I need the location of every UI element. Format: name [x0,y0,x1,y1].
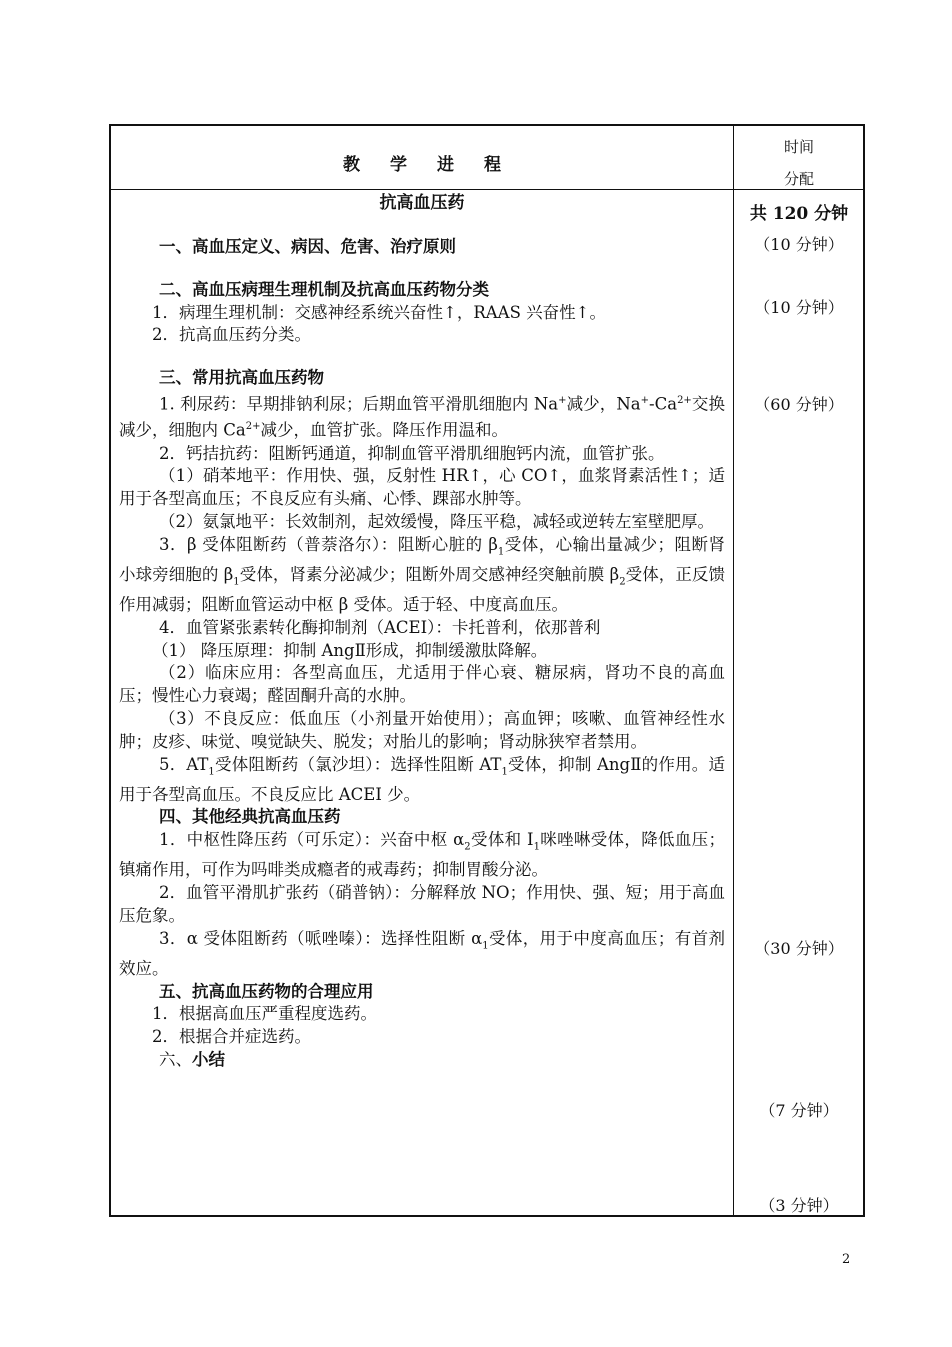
section-5-item-1: 1．根据高血压严重程度选药。 [152,1004,377,1024]
header-time-line2: 分配 [783,170,814,188]
section-3-heading: 三、常用抗高血压药物 [159,368,324,388]
section-4-vasodilator: 2．血管平滑肌扩张药（硝普钠）：分解释放 NO；作用快、强、短；用于高血压危象。 [119,883,725,925]
time-section-3: （60 分钟） [754,395,844,414]
section-3-at1-blockers: 5．$AT_1$受体阻断药（氯沙坦）：选择性阻断 $AT_1$受体，抑制 AngⅡ的作用。适用于各型高血压。不良反应比 ACEI 少。 [119,754,725,804]
page-number: 2 [842,1252,851,1267]
section-3-acei-clinical-use: （2）临床应用：各型高血压，尤适用于伴心衰、糖尿病，肾功不良的高血压；慢性心力衰竭；醛固酮升高的水肿。 [119,663,725,706]
section-3-nifedipine: （1）硝苯地平：作用快、强，反射性 HR↑，心 CO↑，血浆肾素活性↑；适用于各型高血压；不良反应有头痛、心悸、踝部水肿等。 [119,466,725,509]
section-5-heading: 五、抗高血压药物的合理应用 [159,981,374,1001]
section-3-beta-blockers: 3．β 受体阻断药（普萘洛尔）：阻断心脏的 $\beta_1$受体，心输出量减少；阻断肾小球旁细胞的 $\beta_1$受体，肾素分泌减少；阻断外周交感神经突触前膜 $\beta_2$受体，正反馈作用减弱；阻断血管运动中枢 β 受体。适于轻、中度高血压。 [119,534,725,614]
time-section-6: （3 分钟） [759,1196,839,1215]
section-6-heading: 六、小结 [159,1049,225,1069]
column-divider [733,124,734,1217]
time-section-1: （10 分钟） [754,235,844,254]
content-column [119,191,725,1072]
section-3-acei: 4．血管紧张素转化酶抑制剂（ACEI）：卡托普利，依那普利 [159,617,601,637]
header-teaching-process: 教学进程 [343,155,531,175]
time-total: 共 120 分钟 [749,204,849,224]
section-2-item-2: 2．抗高血压药分类。 [152,325,311,345]
section-5-item-2: 2．根据合并症选药。 [152,1027,311,1047]
header-divider [109,189,865,190]
time-section-4: （30 分钟） [754,939,844,958]
section-1-heading: 一、高血压定义、病因、危害、治疗原则 [159,237,456,256]
section-4-heading: 四、其他经典抗高血压药 [159,807,341,827]
section-3-amlodipine: （2）氨氯地平：长效制剂，起效缓慢，降压平稳，减轻或逆转左室壁肥厚。 [159,511,714,531]
section-3-calcium-antagonists: 2．钙拮抗药：阻断钙通道，抑制血管平滑肌细胞钙内流，血管扩张。 [159,443,665,463]
time-section-2: （10 分钟） [754,298,844,317]
section-4-alpha-blocker: 3．α 受体阻断药（哌唑嗪）：选择性阻断 $\alpha_1$受体，用于中度高血压；有首剂效应。 [119,928,726,978]
section-3-acei-mechanism: （1） 降压原理：抑制 AngⅡ形成，抑制缓激肽降解。 [152,640,548,660]
time-section-5: （7 分钟） [759,1101,839,1120]
section-4-central: 1．中枢性降压药（可乐定）：兴奋中枢 $\alpha_2$受体和 $I_1$咪唑啉受体，降低血压；镇痛作用，可作为吗啡类成瘾者的戒毒药；抑制胃酸分泌。 [119,830,726,880]
section-2-item-1: 1．病理生理机制：交感神经系统兴奋性↑，RAAS 兴奋性↑。 [152,302,606,322]
section-3-acei-adverse-effects: （3）不良反应：低血压（小剂量开始使用）；高血钾；咳嗽、血管神经性水肿；皮疹、味觉、嗅觉缺失、脱发；对胎儿的影响；肾动脉狭窄者禁用。 [119,708,725,751]
section-2-heading: 二、高血压病理生理机制及抗高血压药物分类 [159,279,489,299]
lesson-title: 抗高血压药 [379,193,465,213]
header-time-line1: 时间 [783,138,814,156]
section-3-diuretics: 1. 利尿药：早期排钠利尿；后期血管平滑肌细胞内 Na+减少，$Na^+-Ca^{2+}$交换减少，细胞内 $Ca^{2+}$减少，血管扩张。降压作用温和。 [119,394,725,440]
